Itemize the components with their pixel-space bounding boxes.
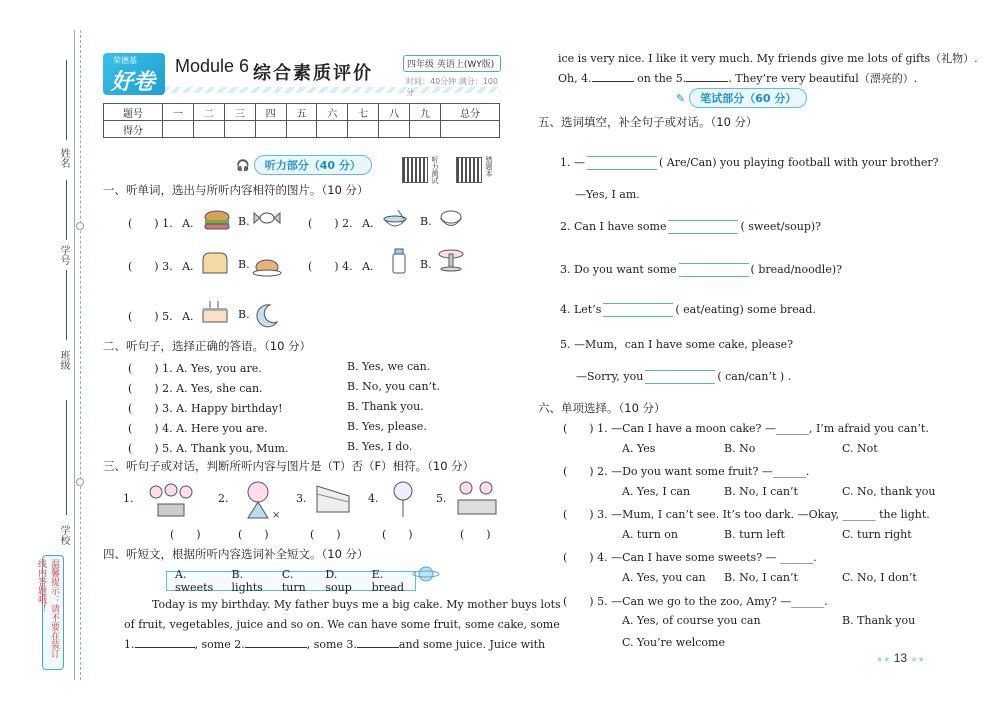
qr-label: 听力测试 (431, 156, 439, 184)
answer-paren[interactable]: ( ) (310, 528, 341, 541)
answer-blank[interactable] (587, 156, 657, 170)
answer-paren[interactable]: ( ) (382, 528, 413, 541)
answer-paren[interactable]: ( ) (128, 260, 159, 273)
answer-blank[interactable] (645, 370, 715, 384)
s5-q2: 2. Can I have some ( sweet/soup)? (560, 220, 822, 233)
answer-paren[interactable]: ( ) (563, 422, 594, 435)
birthday-cake-icon (200, 298, 230, 324)
listening-badge: 🎧 听力部分（40 分） (236, 155, 372, 175)
score-table (103, 103, 500, 138)
option-c: C. You’re welcome (622, 636, 725, 649)
option-a: A. turn on (622, 528, 678, 541)
cake-slice-icon (313, 482, 353, 516)
s1-item: ( ) 4. A. (308, 260, 374, 273)
s6-item: ( ) 2. —Do you want some fruit? —______. (563, 465, 810, 478)
qr-label: 错题本 (485, 156, 493, 177)
option-a: A. Yes, of course you can (622, 614, 761, 627)
score-cell: 五 (286, 104, 317, 121)
s5-q3: 3. Do you want some ( bread/noodle)? (560, 263, 843, 276)
answer-blank[interactable] (679, 263, 749, 277)
option-b: B. turn left (724, 528, 785, 541)
writing-badge: ✎ 笔试部分（60 分） (676, 88, 807, 108)
word-option: C. turn (281, 568, 306, 594)
rice-bowl-icon (436, 206, 466, 232)
score-input[interactable] (162, 121, 193, 138)
answer-paren[interactable]: ( ) (563, 551, 594, 564)
score-cell: 总分 (440, 104, 499, 121)
s2-item: ( ) 5. A. Thank you, Mum. (128, 442, 289, 455)
option-c: C. No, I don’t (842, 571, 917, 584)
s3-number: 1. (123, 492, 134, 505)
cake-stand-icon (436, 246, 466, 272)
name-label: 姓名 (58, 148, 69, 168)
passage-line: Oh, 4. on the 5. . They’re very beautiful（漂亮的）. (558, 72, 918, 85)
option-b: B. Yes, please. (347, 420, 427, 433)
answer-blank[interactable] (668, 220, 738, 234)
score-cell: 七 (348, 104, 379, 121)
option-b: B. No, I can’t (724, 485, 798, 498)
s6-item: ( ) 4. —Can I have some sweets? — ______. (563, 551, 817, 564)
binding-strip (0, 0, 92, 711)
answer-paren[interactable]: ( ) (563, 595, 594, 608)
answer-paren[interactable]: ( ) (128, 442, 159, 455)
s5-q5-answer: —Sorry, you ( can/can’t ) . (576, 370, 792, 383)
student-id-label: 学号 (58, 245, 69, 265)
section-4-heading: 四、听短文，根据所听内容选词补全短文。（10 分） (103, 547, 369, 561)
option-b: B. Yes, we can. (347, 360, 431, 373)
milk-bottle-icon (384, 248, 414, 274)
option-b: B. (420, 258, 432, 271)
name-field[interactable] (66, 60, 67, 140)
s2-item: ( ) 3. A. Happy birthday! (128, 402, 283, 415)
grade-badge: 四年级 英语上(WY版) (403, 55, 501, 72)
score-cell: 三 (224, 104, 255, 121)
answer-paren[interactable]: ( ) (128, 382, 159, 395)
s3-number: 3. (296, 492, 307, 505)
option-b: B. (238, 258, 250, 271)
school-label: 学校 (58, 525, 69, 545)
dinner-table-icon (454, 478, 500, 518)
option-a: A. Yes, you can (622, 571, 706, 584)
s6-item: ( ) 5. —Can we go to the zoo, Amy? —______. (563, 595, 828, 608)
brand-small: 荣德基 (113, 56, 137, 65)
s6-item: ( ) 3. —Mum, I can’t see. It’s too dark. —Okay, ______ the light. (563, 508, 930, 521)
family-party-icon (146, 480, 196, 518)
answer-paren[interactable]: ( ) (563, 508, 594, 521)
score-input[interactable] (317, 121, 348, 138)
passage-line: 1. , some 2. , some 3. and some juice. Juice with (124, 638, 546, 651)
class-label: 班级 (58, 350, 69, 370)
svg-text:×: × (272, 510, 280, 520)
answer-paren[interactable]: ( ) (128, 362, 159, 375)
bread-icon (200, 250, 230, 276)
score-value-row (104, 121, 500, 138)
option-c: C. Not (842, 442, 878, 455)
passage-line: Today is my birthday. My father buys me a big cake. My mother buys lots (152, 598, 561, 611)
answer-paren[interactable]: ( ) (460, 528, 491, 541)
score-cell: 一 (162, 104, 193, 121)
option-b: B. Yes, I do. (347, 440, 413, 453)
score-input[interactable] (379, 121, 410, 138)
s5-q1: 1. — ( Are/Can) you playing football with your brother? (560, 156, 939, 169)
s3-number: 2. (218, 492, 229, 505)
section-1-heading: 一、听单词，选出与所听内容相符的图片。（10 分） (103, 183, 369, 197)
girl-icon (240, 478, 280, 520)
cut-line (80, 30, 81, 680)
moon-icon (252, 302, 282, 328)
option-b: B. No, you can’t. (347, 380, 440, 393)
score-input[interactable] (440, 121, 499, 138)
answer-paren[interactable]: ( ) (170, 528, 201, 541)
option-b: B. Thank you (842, 614, 916, 627)
score-header-row (104, 104, 500, 121)
score-cell: 六 (317, 104, 348, 121)
section-3-heading: 三、听句子或对话，判断所听内容与图片是（T）否（F）相符。（10 分） (103, 459, 475, 473)
answer-paren[interactable]: ( ) (563, 465, 594, 478)
score-cell: 得分 (104, 121, 163, 138)
answer-paren[interactable]: ( ) (308, 217, 339, 230)
page-title: 综合素质评价 (253, 63, 373, 84)
qr-code-icon[interactable] (456, 157, 482, 183)
s6-item: ( ) 1. —Can I have a moon cake? —______, I’m afraid you can’t. (563, 422, 929, 435)
s5-q4: 4. Let’s ( eat/eating) some bread. (560, 303, 816, 316)
answer-paren[interactable]: ( ) (128, 422, 159, 435)
score-input[interactable] (224, 121, 255, 138)
roast-chicken-icon (252, 252, 282, 278)
word-option: A. sweets (175, 568, 214, 594)
passage-line: ice is very nice. I like it very much. My friends give me lots of gifts（礼物）. (558, 52, 978, 65)
option-b: B. (238, 308, 250, 321)
option-c: C. No, thank you (842, 485, 936, 498)
pencil-icon: ✎ (676, 91, 686, 105)
word-option: D. soup (325, 568, 352, 594)
option-a: A. Yes, I can (622, 485, 691, 498)
s2-item: ( ) 2. A. Yes, she can. (128, 382, 263, 395)
class-field[interactable] (66, 270, 67, 340)
score-input[interactable] (193, 121, 224, 138)
s5-q5: 5. —Mum，can I have some cake, please? (560, 338, 794, 351)
answer-paren[interactable]: ( ) (308, 260, 339, 273)
option-b: B. No (724, 442, 756, 455)
star-icon: ★★ (876, 655, 891, 664)
score-cell: 九 (410, 104, 441, 121)
headphone-icon: 🎧 (236, 158, 250, 172)
answer-paren[interactable]: ( ) (238, 528, 269, 541)
time-info: 时间：40分钟 满分：100分 (406, 77, 498, 97)
star-icon: ★★ (910, 655, 925, 664)
s2-item: ( ) 1. A. Yes, you are. (128, 362, 262, 375)
school-field[interactable] (66, 400, 67, 515)
section-5-heading: 五、选词填空，补全句子或对话。（10 分） (538, 115, 758, 129)
answer-paren[interactable]: ( ) (128, 217, 159, 230)
hamburger-icon (202, 208, 232, 234)
blank-3[interactable] (357, 638, 399, 648)
score-cell: 八 (379, 104, 410, 121)
candy-icon (252, 205, 282, 231)
option-b: B. (420, 215, 432, 228)
section-2-heading: 二、听句子，选择正确的答语。（10 分） (103, 339, 312, 353)
module-title: Module 6 (175, 56, 250, 76)
option-b: B. Thank you. (347, 400, 424, 413)
score-input[interactable] (286, 121, 317, 138)
s2-item: ( ) 4. A. Here you are. (128, 422, 268, 435)
blank-4[interactable] (592, 72, 634, 82)
section-6-heading: 六、单项选择。（10 分） (538, 401, 666, 415)
lollipop-icon (390, 480, 416, 518)
s3-number: 4. (368, 492, 379, 505)
qr-code-icon[interactable] (402, 157, 428, 183)
binding-tip: 温馨提示：请不要在装订线内答题哦！ (42, 555, 64, 670)
blank-5[interactable] (686, 72, 728, 82)
planet-icon (412, 563, 440, 585)
s1-item: ( ) 2. A. (308, 217, 374, 230)
soup-bowl-icon (380, 207, 410, 233)
binding-line (74, 30, 75, 680)
word-option: E. bread (371, 568, 405, 594)
score-cell: 二 (193, 104, 224, 121)
s1-item: ( ) 1. A. (128, 217, 194, 230)
s1-item: ( ) 5. A. (128, 310, 194, 323)
brand-big: 好卷 (111, 70, 156, 95)
score-input[interactable] (255, 121, 286, 138)
option-c: C. turn right (842, 528, 912, 541)
s5-q1-answer: —Yes, I am. (575, 188, 640, 201)
word-bank (166, 568, 416, 594)
word-option: B. lights (231, 568, 263, 594)
exam-header (103, 53, 501, 95)
page-number: ★★ 13 ★★ (876, 651, 925, 665)
score-input[interactable] (348, 121, 379, 138)
student-id-field[interactable] (66, 180, 67, 240)
option-a: A. Yes (622, 442, 656, 455)
binding-hole (76, 222, 84, 230)
score-cell: 四 (255, 104, 286, 121)
brand-logo (103, 53, 165, 95)
score-cell: 题号 (104, 104, 163, 121)
s3-number: 5. (436, 492, 447, 505)
passage-line: of fruit, vegetables, juice and so on. We can have some fruit, some cake, some (124, 618, 560, 631)
blank-2[interactable] (245, 638, 307, 648)
option-b: B. (238, 215, 250, 228)
answer-paren[interactable]: ( ) (128, 402, 159, 415)
score-input[interactable] (410, 121, 441, 138)
answer-blank[interactable] (603, 303, 673, 317)
option-b: B. No, I can’t (724, 571, 798, 584)
answer-paren[interactable]: ( ) (128, 310, 159, 323)
blank-1[interactable] (135, 638, 195, 648)
binding-hole (76, 478, 84, 486)
s1-item: ( ) 3. A. (128, 260, 194, 273)
